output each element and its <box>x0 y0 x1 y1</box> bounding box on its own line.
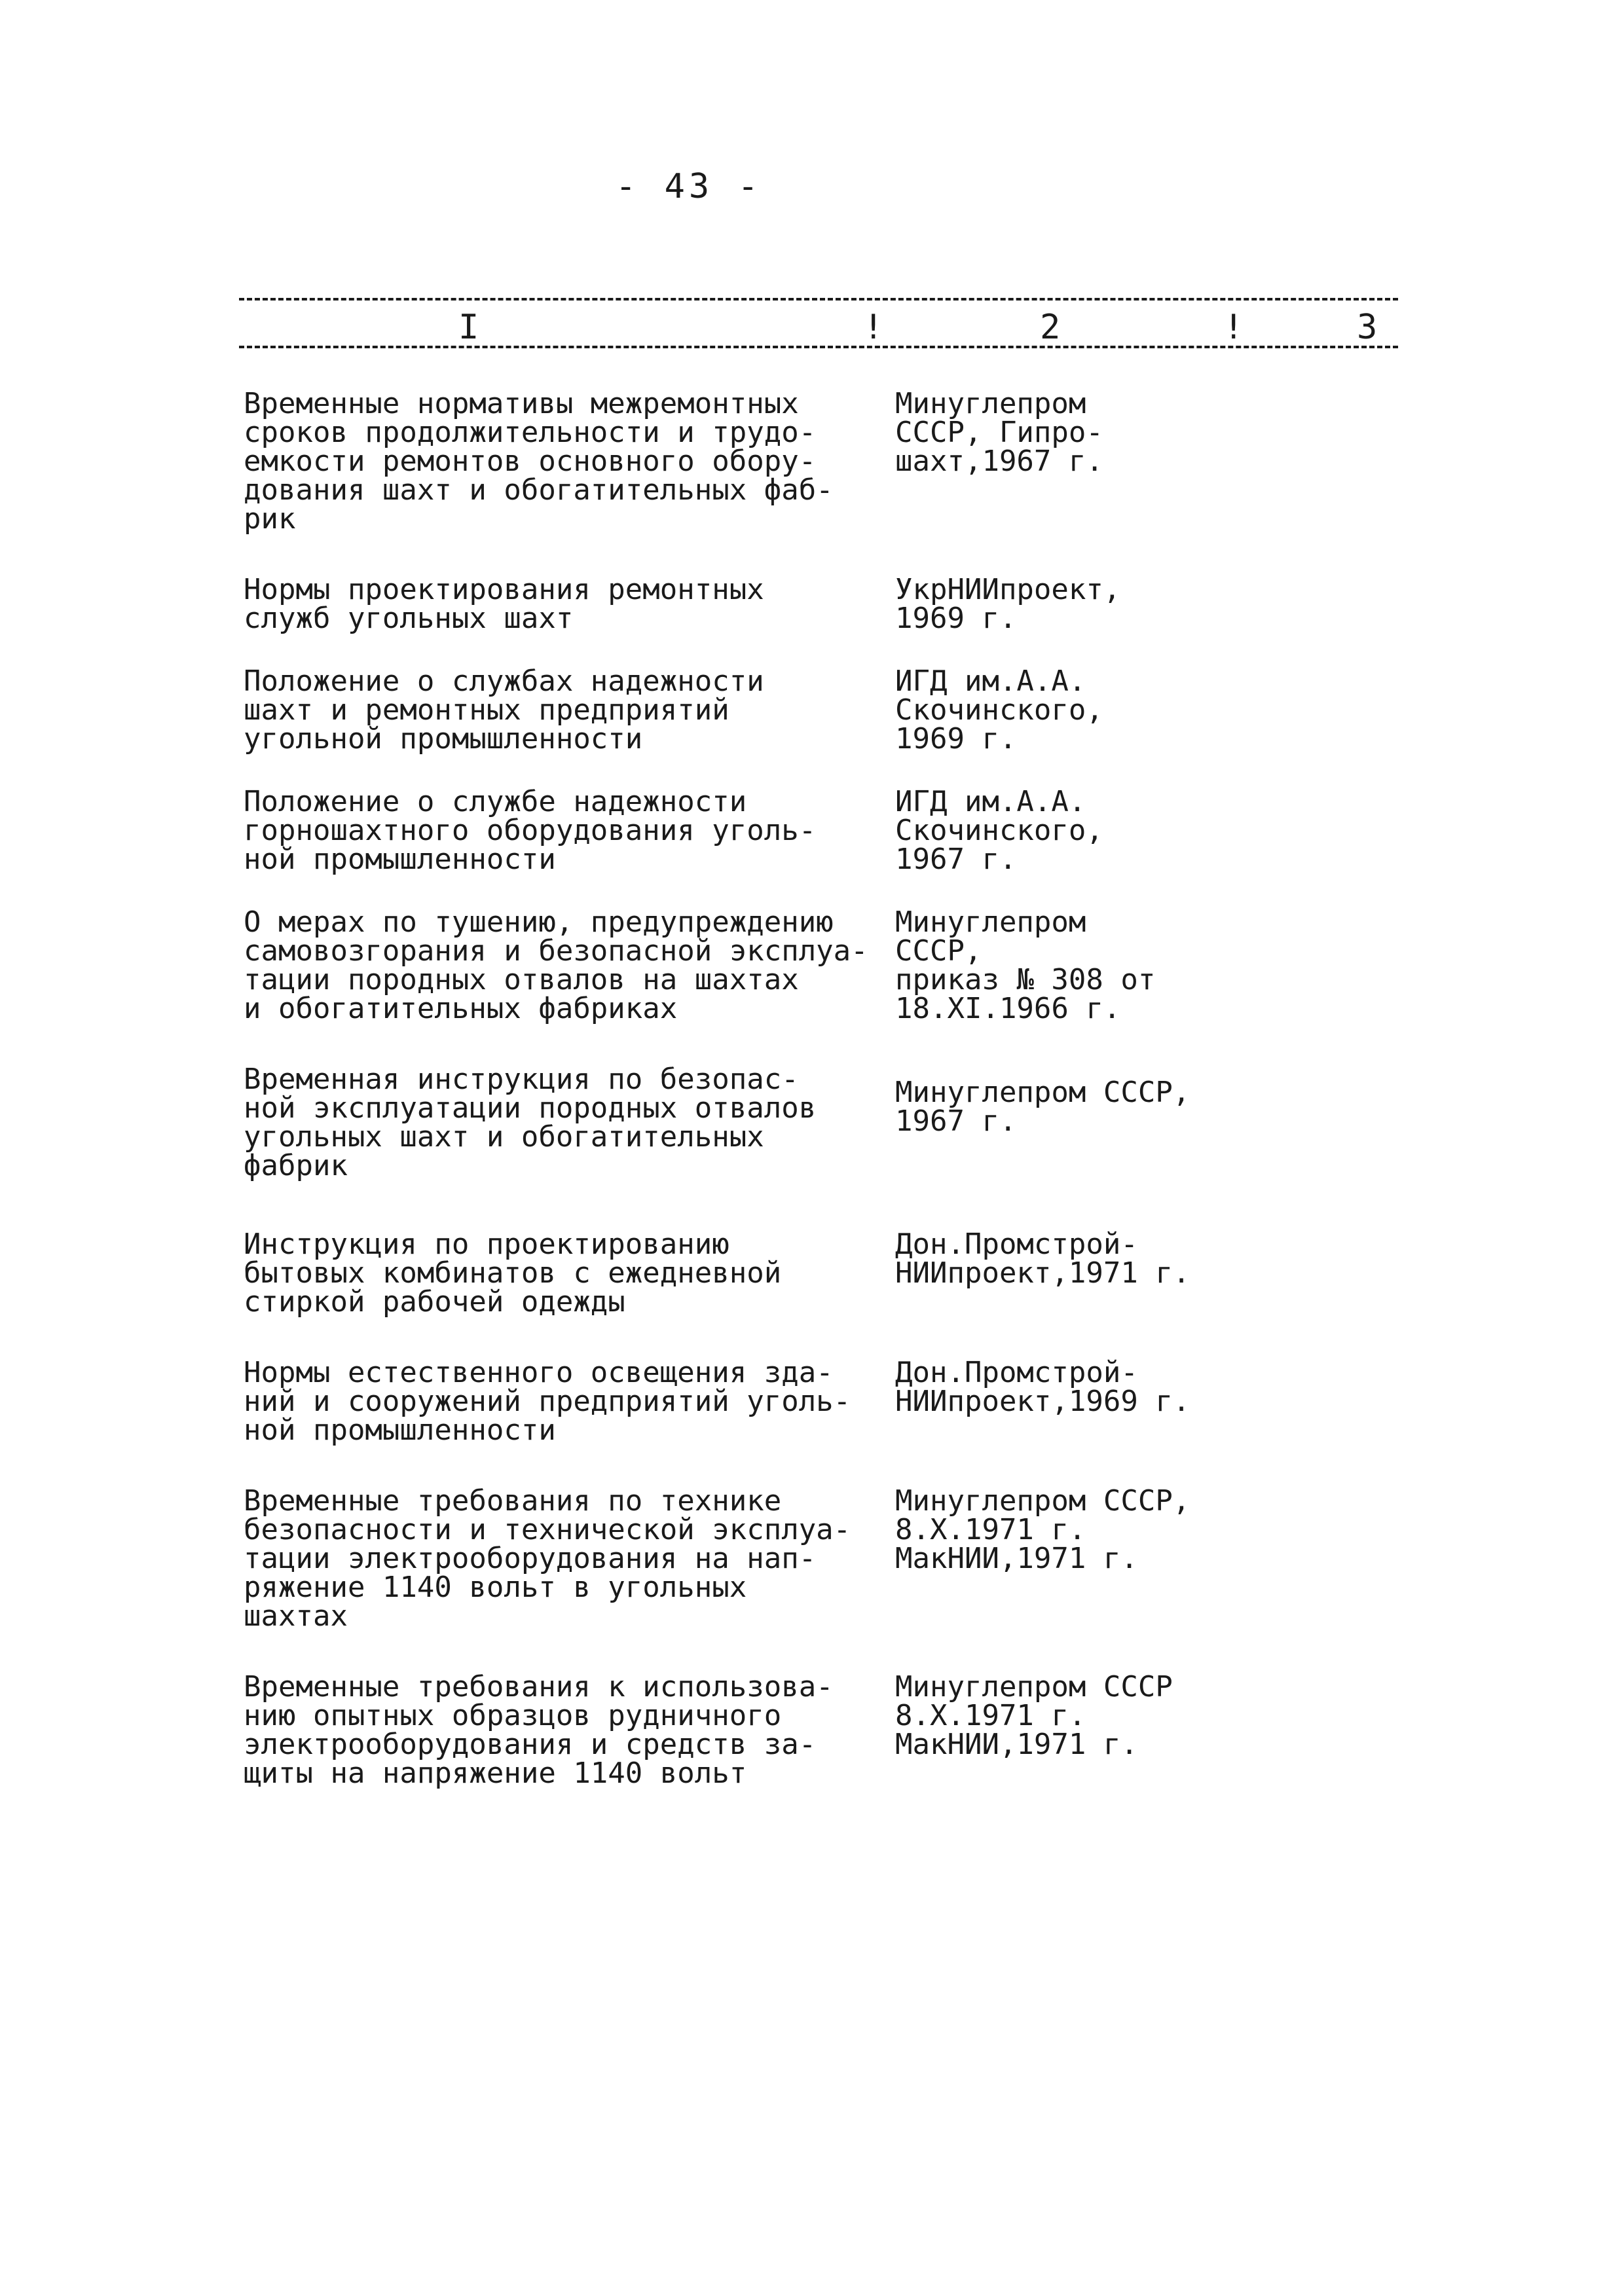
entry-row <box>244 575 1396 633</box>
document-entries <box>244 387 1396 1822</box>
table-header-separator-2: ! <box>1223 308 1244 347</box>
table-header-top-rule <box>239 298 1398 301</box>
table-header-col2: 2 <box>1040 308 1061 347</box>
entry-row <box>244 667 1396 754</box>
entry-row <box>244 387 1396 536</box>
entry-title: Нормы естественного освещения зда- ний и сооружений предприятий уголь- ной промышленности <box>244 1356 851 1447</box>
entry-source: ИГД им.А.А. Скочинского, 1967 г. <box>895 785 1103 876</box>
entry-title: Положение о службах надежности шахт и ремонтных предприятий угольной промышленности <box>244 665 764 756</box>
entry-title: Временные требования к использова- нию опытных образцов рудничного электрооборудования и средств за- щиты на напряжение 1140 вольт <box>244 1670 834 1790</box>
entry-source: ИГД им.А.А. Скочинского, 1969 г. <box>895 665 1103 756</box>
entry-source: УкрНИИпроект, 1969 г. <box>895 573 1121 635</box>
entry-source: Минуглепром СССР, 1967 г. <box>895 1076 1190 1138</box>
entry-row <box>244 1358 1396 1445</box>
entry-title: Временная инструкция по безопас- ной эксплуатации породных отвалов угольных шахт и обогатительных фабрик <box>244 1063 817 1182</box>
entry-source: Минуглепром СССР 8.X.1971 г. МакНИИ,1971 г. <box>895 1670 1173 1761</box>
entry-source: Дон.Промстрой- НИИпроект,1971 г. <box>895 1228 1190 1290</box>
entry-title: Временные требования по технике безопасности и технической эксплуа- тации электрооборудования на нап- ряжение 1140 вольт в угольных шахтах <box>244 1484 851 1633</box>
entry-source: Минуглепром СССР, 8.X.1971 г. МакНИИ,1971 г. <box>895 1484 1190 1575</box>
entry-title: Временные нормативы межремонтных сроков продолжительности и трудо- емкости ремонтов основного обору- дования шахт и обогатительных фаб- рик <box>244 387 834 536</box>
table-header-bottom-rule <box>239 346 1398 348</box>
entry-row <box>244 1670 1396 1790</box>
entry-title: Положение о службе надежности горношахтного оборудования уголь- ной промышленности <box>244 785 817 876</box>
entry-row <box>244 1065 1396 1180</box>
entry-row <box>244 905 1396 1025</box>
entry-source: Минуглепром СССР, приказ № 308 от 18.XI.1966 г. <box>895 905 1156 1025</box>
entry-title: Нормы проектирования ремонтных служб угольных шахт <box>244 573 764 635</box>
entry-source: Дон.Промстрой- НИИпроект,1969 г. <box>895 1356 1190 1418</box>
entry-title: Инструкция по проектированию бытовых комбинатов с ежедневной стиркой рабочей одежды <box>244 1228 782 1319</box>
page-number: - 43 - <box>616 167 762 206</box>
entry-title: О мерах по тушению, предупреждению самовозгорания и безопасной эксплуа- тации породных отвалов на шахтах и обогатительных фабриках <box>244 905 868 1025</box>
entry-source: Минуглепром СССР, Гипро- шахт,1967 г. <box>895 387 1103 478</box>
table-header-separator-1: ! <box>863 308 884 347</box>
entry-row <box>244 785 1396 876</box>
entry-row <box>244 1484 1396 1633</box>
table-header-col1: I <box>458 308 479 347</box>
table-header-col3: 3 <box>1357 308 1378 347</box>
entry-row <box>244 1230 1396 1317</box>
